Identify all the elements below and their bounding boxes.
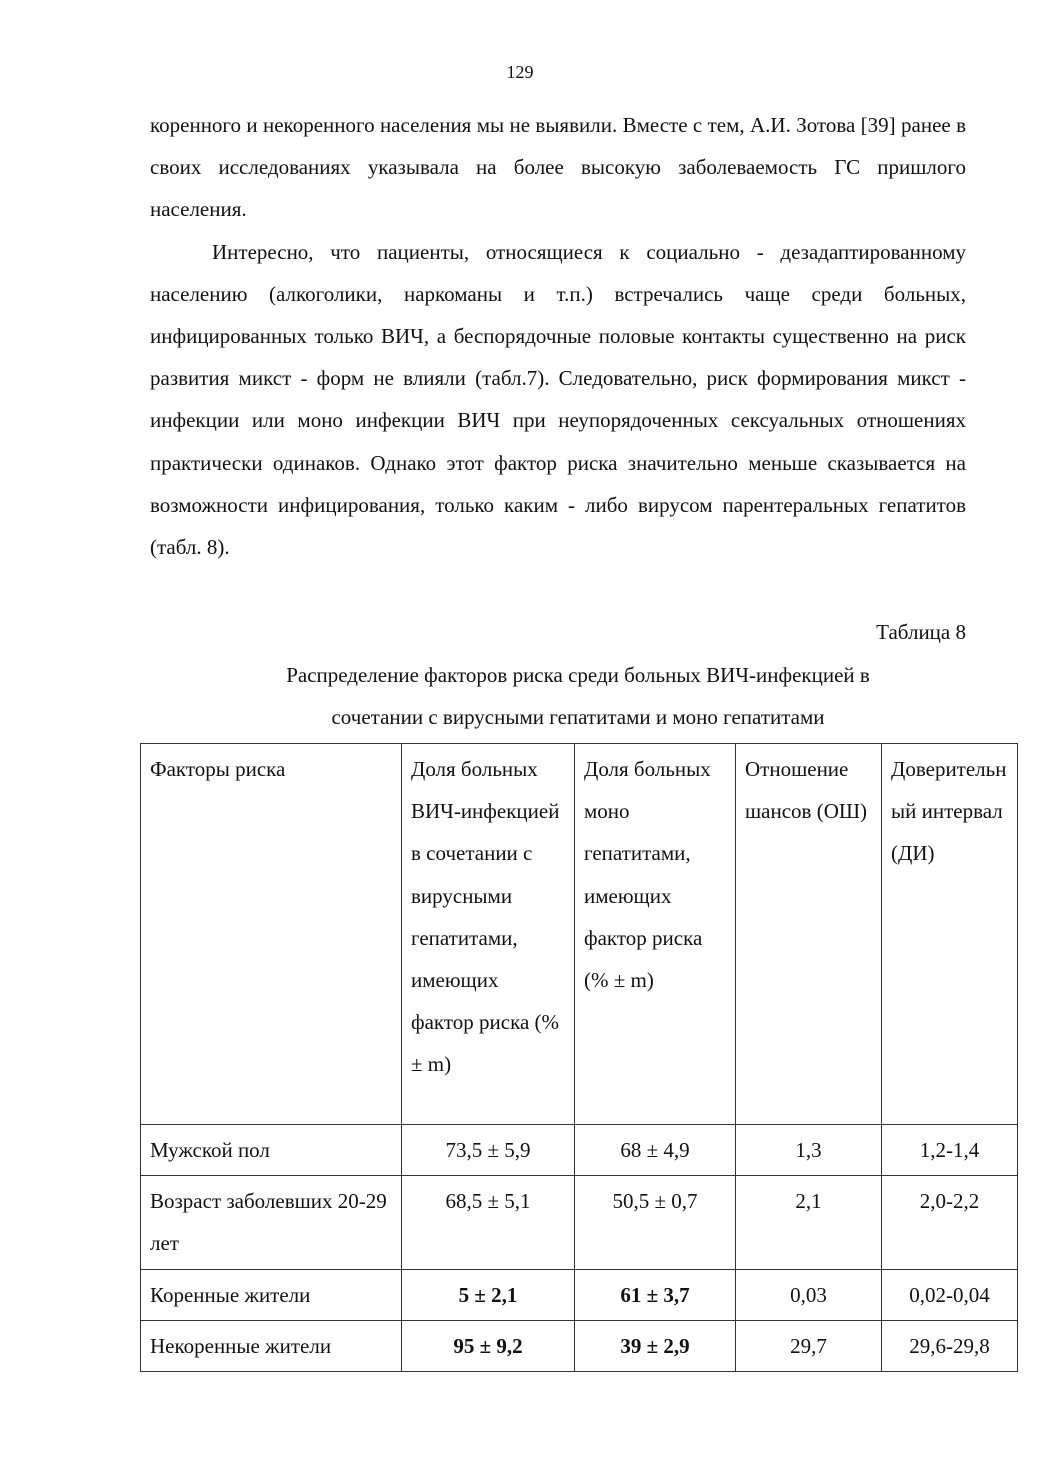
paragraph-2: Интересно, что пациенты, относящиеся к социально - дезадаптированному населению (алкоголики, наркоманы и т.п.) встречались чаще среди больных, инфицированных только ВИЧ, а беспорядочные половые контакты существенно на риск развития микст - форм не влияли (табл.7). Следовательно, риск формирования микст - инфекции или моно инфекции ВИЧ при неупорядоченных сексуальных отношениях практически одинаков. Однако этот фактор риска значительно меньше сказывается на возможности инфицирования, только каким - либо вирусом парентеральных гепатитов (табл. 8). (150, 239, 966, 560)
cell-factor: Мужской пол (141, 1125, 402, 1176)
cell-odds-ratio: 0,03 (736, 1269, 882, 1320)
table-row (141, 1125, 1018, 1176)
cell-mono: 50,5 ± 0,7 (575, 1176, 736, 1269)
cell-mixed: 5 ± 2,1 (402, 1269, 575, 1320)
cell-mixed: 68,5 ± 5,1 (402, 1176, 575, 1269)
cell-mono: 68 ± 4,9 (575, 1125, 736, 1176)
table-row (141, 1176, 1018, 1269)
cell-factor: Коренные жители (141, 1269, 402, 1320)
table-row (141, 1320, 1018, 1371)
cell-odds-ratio: 29,7 (736, 1320, 882, 1371)
table-label: Таблица 8 (876, 620, 966, 644)
body-text (150, 104, 966, 568)
caption-line-2: сочетании с вирусными гепатитами и моно гепатитами (331, 705, 825, 729)
cell-odds-ratio: 2,1 (736, 1176, 882, 1269)
risk-factors-table (140, 743, 1018, 1372)
cell-ci: 29,6-29,8 (882, 1320, 1018, 1371)
header-mixed-share: Доля больных ВИЧ-инфекцией в сочетании с вирусными гепатитами, имеющих фактор риска (% ± m) (402, 744, 575, 1125)
cell-odds-ratio: 1,3 (736, 1125, 882, 1176)
cell-ci: 2,0-2,2 (882, 1176, 1018, 1269)
cell-ci: 0,02-0,04 (882, 1269, 1018, 1320)
cell-ci: 1,2-1,4 (882, 1125, 1018, 1176)
header-confidence-interval: Доверительный интервал (ДИ) (882, 744, 1018, 1125)
table-header-row (141, 744, 1018, 1125)
cell-mono: 39 ± 2,9 (575, 1320, 736, 1371)
header-factors: Факторы риска (141, 744, 402, 1125)
header-mono-share: Доля больных моно гепатитами, имеющих фактор риска (% ± m) (575, 744, 736, 1125)
header-odds-ratio: Отношение шансов (ОШ) (736, 744, 882, 1125)
cell-mono: 61 ± 3,7 (575, 1269, 736, 1320)
cell-factor: Некоренные жители (141, 1320, 402, 1371)
cell-mixed: 95 ± 9,2 (402, 1320, 575, 1371)
table-row (141, 1269, 1018, 1320)
caption-line-1: Распределение факторов риска среди больных ВИЧ-инфекцией в (286, 663, 870, 687)
page-number: 129 (506, 62, 534, 82)
cell-mixed: 73,5 ± 5,9 (402, 1125, 575, 1176)
paragraph-1: коренного и некоренного населения мы не выявили. Вместе с тем, А.И. Зотова [39] ранее в своих исследованиях указывала на более высокую заболеваемость ГС пришлого населения. (150, 113, 966, 222)
cell-factor: Возраст заболевших 20-29 лет (141, 1176, 402, 1269)
table-caption (140, 654, 1016, 738)
